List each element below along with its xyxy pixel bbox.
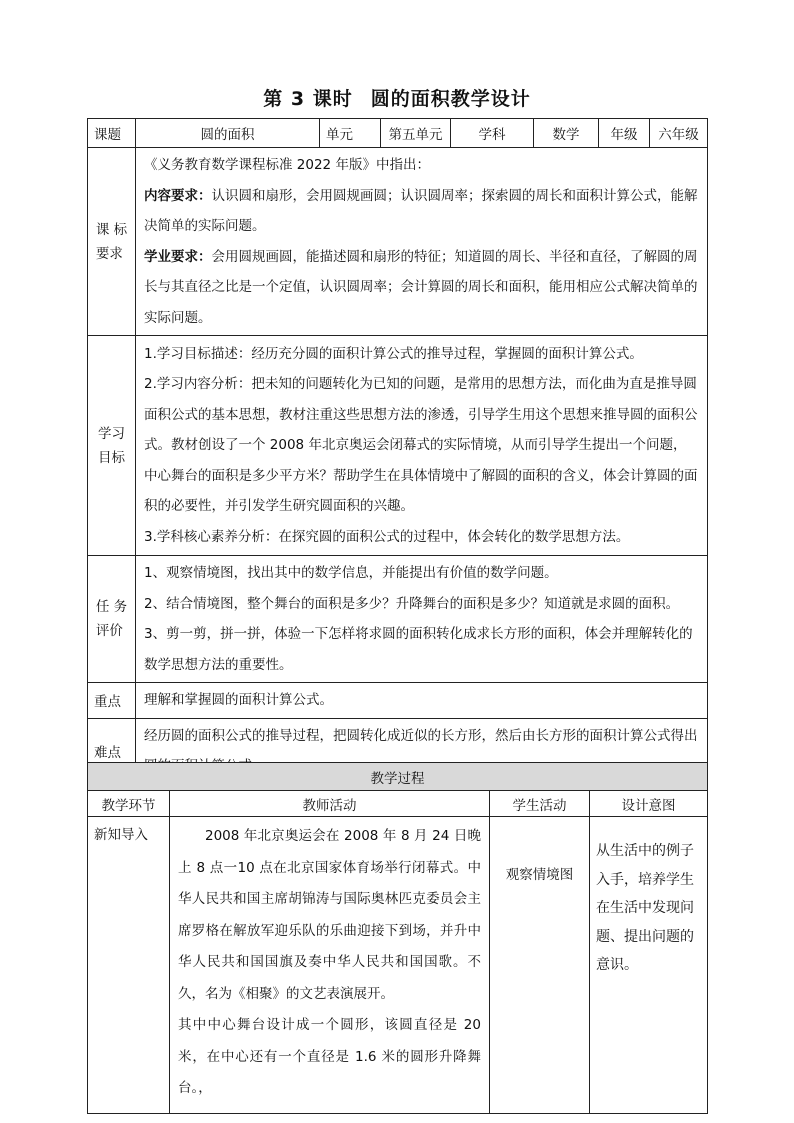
grade-value: 六年级: [650, 119, 708, 148]
lesson-topic: 圆的面积教学设计: [370, 88, 531, 110]
process-column-headers: [88, 791, 708, 817]
goal-item-1: 1.学习目标描述：经历充分圆的面积计算公式的推导过程，掌握圆的面积计算公式。: [144, 345, 643, 362]
key-point-row: [88, 683, 708, 719]
goals-label: 学习 目标: [88, 336, 136, 556]
academic-requirement: 学业要求：会用圆规画圆，能描述圆和扇形的特征；知道圆的周长、半径和直径，了解圆的周长与其直径之比是一个定值，认识圆周率；会计算圆的周长和面积，能用相应公式解决简单的实际问题。: [144, 248, 698, 326]
col-intent: 设计意图: [590, 791, 708, 817]
teacher-paragraph-1: 2008 年北京奥运会在 2008 年 8 月 24 日晚上 8 点一10 点在北京国家体育场举行闭幕式。中华人民共和国主席胡锦涛与国际奥林匹克委员会主席罗格在解放军迎乐队的乐曲迎接下到场，并升中华人民共和国国旗及奏中华人民共和国国歌。不久，名为《相聚》的文艺表演展开。: [178, 828, 481, 1002]
task-item-1: 1、观察情境图，找出其中的数学信息，并能提出有价值的数学问题。: [144, 565, 558, 581]
design-intent: 从生活中的例子入手，培养学生在生活中发现问题、提出问题的意识。: [590, 817, 708, 1114]
col-student: 学生活动: [490, 791, 590, 817]
goals-row: [88, 336, 708, 556]
discipline-value: 数学: [534, 119, 599, 148]
process-heading: 教学过程: [88, 763, 708, 791]
teaching-process-table: [87, 762, 708, 1114]
goal-item-2: 2.学习内容分析：把未知的问题转化为已知的问题，是常用的思想方法，而化曲为直是推导圆面积公式的基本思想，教材注重这些思想方法的渗透，引导学生用这个思想来推导圆的面积公式。教材创设了一个 2008 年北京奥运会闭幕式的实际情境，从而引导学生提出一个问题，中心舞台的面积是多少平方米？帮助学生在具体情境中了解圆的面积的含义，体会计算圆的面积的必要性，并引发学生研究圆面积的兴趣。: [144, 376, 698, 515]
tasks-row: [88, 556, 708, 683]
unit-label: 单元: [320, 119, 381, 148]
standards-content: [136, 148, 708, 336]
key-point-text: 理解和掌握圆的面积计算公式。: [136, 683, 708, 719]
header-row: [88, 119, 708, 148]
grade-label: 年级: [599, 119, 650, 148]
task-item-2: 2、结合情境图，整个舞台的面积是多少？升降舞台的面积是多少？知道就是求圆的面积。: [144, 595, 680, 612]
discipline-label: 学科: [451, 119, 534, 148]
goal-item-3: 3.学科核心素养分析：在探究圆的面积公式的过程中，体会转化的数学思想方法。: [144, 528, 630, 545]
subject-value: 圆的面积: [136, 119, 320, 148]
standards-label: 课 标 要求: [88, 148, 136, 336]
tasks-content: [136, 556, 708, 683]
stage-intro: 新知导入: [88, 817, 170, 1114]
process-heading-row: [88, 763, 708, 791]
key-point-label: 重点: [88, 683, 136, 719]
lesson-number: 第 3 课时: [263, 88, 353, 110]
subject-label: 课题: [88, 119, 136, 148]
standards-intro: 《义务教育数学课程标准 2022 年版》中指出：: [144, 157, 430, 173]
task-item-3: 3、剪一剪，拼一拼，体验一下怎样将求圆的面积转化成求长方形的面积，体会并理解转化的数学思想方法的重要性。: [144, 626, 693, 673]
process-row-intro: [88, 817, 708, 1114]
content-requirement: 内容要求：认识圆和扇形，会用圆规画圆；认识圆周率；探索圆的周长和面积计算公式，能解决简单的实际问题。: [144, 187, 698, 234]
tasks-label: 任 务 评价: [88, 556, 136, 683]
col-teacher: 教师活动: [170, 791, 490, 817]
page-title: [0, 84, 794, 111]
teacher-paragraph-2: 其中中心舞台设计成一个圆形，该圆直径是 20 米，在中心还有一个直径是 1.6 米的圆形升降舞台。，: [178, 1017, 481, 1096]
difficulty-label: 难点: [88, 718, 136, 784]
difficulty-text: 经历圆的面积公式的推导过程，把圆转化成近似的长方形，然后由长方形的面积计算公式得出: [136, 718, 708, 784]
lesson-info-table: [87, 118, 708, 785]
goals-content: [136, 336, 708, 556]
student-activity: 观察情境图: [490, 817, 590, 1114]
col-stage: 教学环节: [88, 791, 170, 817]
standards-row: [88, 148, 708, 336]
teacher-activity: [170, 817, 490, 1114]
unit-value: 第五单元: [381, 119, 451, 148]
